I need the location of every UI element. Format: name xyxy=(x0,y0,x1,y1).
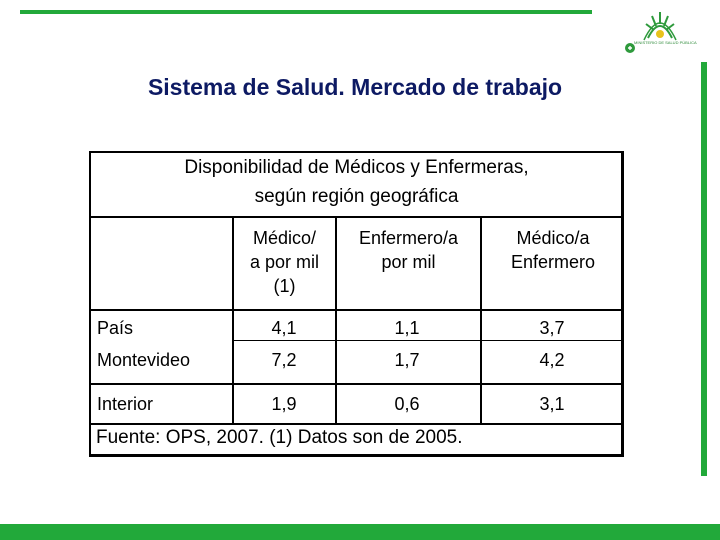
col-header-medicos-line3: (1) xyxy=(273,276,296,296)
cell-montevideo-medicos: 7,2 xyxy=(271,350,297,370)
col-header-medicos xyxy=(234,226,335,298)
col-header-medicos-line1: Médico/ xyxy=(252,228,317,248)
header-divider xyxy=(89,309,624,311)
cell-montevideo-enfermeros: 1,7 xyxy=(394,350,420,370)
col-header-ratio-line2: Enfermero xyxy=(510,252,596,272)
row-label-interior: Interior xyxy=(97,394,154,414)
ministry-logo-icon xyxy=(616,4,704,56)
table-caption-line1: Disponibilidad de Médicos y Enfermeras, xyxy=(184,157,529,178)
cell-pais-enfermeros: 1,1 xyxy=(394,318,420,338)
bottom-green-bar xyxy=(0,524,720,540)
page-title: Sistema de Salud. Mercado de trabajo xyxy=(147,74,563,100)
cell-interior-medicos: 1,9 xyxy=(271,394,297,414)
table-caption xyxy=(89,153,624,211)
col-header-ratio-line1: Médico/a xyxy=(516,228,590,248)
caption-divider xyxy=(89,216,624,218)
logo-caption: MINISTERIO DE SALUD PÚBLICA xyxy=(634,40,697,45)
right-green-rule xyxy=(701,62,707,476)
col-header-enfermeros-line1: Enfermero/a xyxy=(358,228,459,248)
table-caption-line2: según región geográfica xyxy=(254,186,459,207)
cell-pais-medicos: 4,1 xyxy=(271,318,297,338)
table-footnote: Fuente: OPS, 2007. (1) Datos son de 2005. xyxy=(96,427,463,448)
cell-pais-ratio: 3,7 xyxy=(539,318,565,338)
col-header-enfermeros-line2: por mil xyxy=(381,252,436,272)
row-label-pais: País xyxy=(97,318,134,338)
row-label-montevideo: Montevideo xyxy=(97,350,191,370)
col-header-enfermeros xyxy=(337,226,480,274)
row-divider-2 xyxy=(89,383,624,385)
row-divider-1 xyxy=(232,340,624,341)
col-header-ratio xyxy=(482,226,624,274)
cell-interior-ratio: 3,1 xyxy=(539,394,565,414)
cell-interior-enfermeros: 0,6 xyxy=(394,394,420,414)
top-green-rule xyxy=(20,10,592,14)
cell-montevideo-ratio: 4,2 xyxy=(539,350,565,370)
col-header-medicos-line2: a por mil xyxy=(249,252,320,272)
